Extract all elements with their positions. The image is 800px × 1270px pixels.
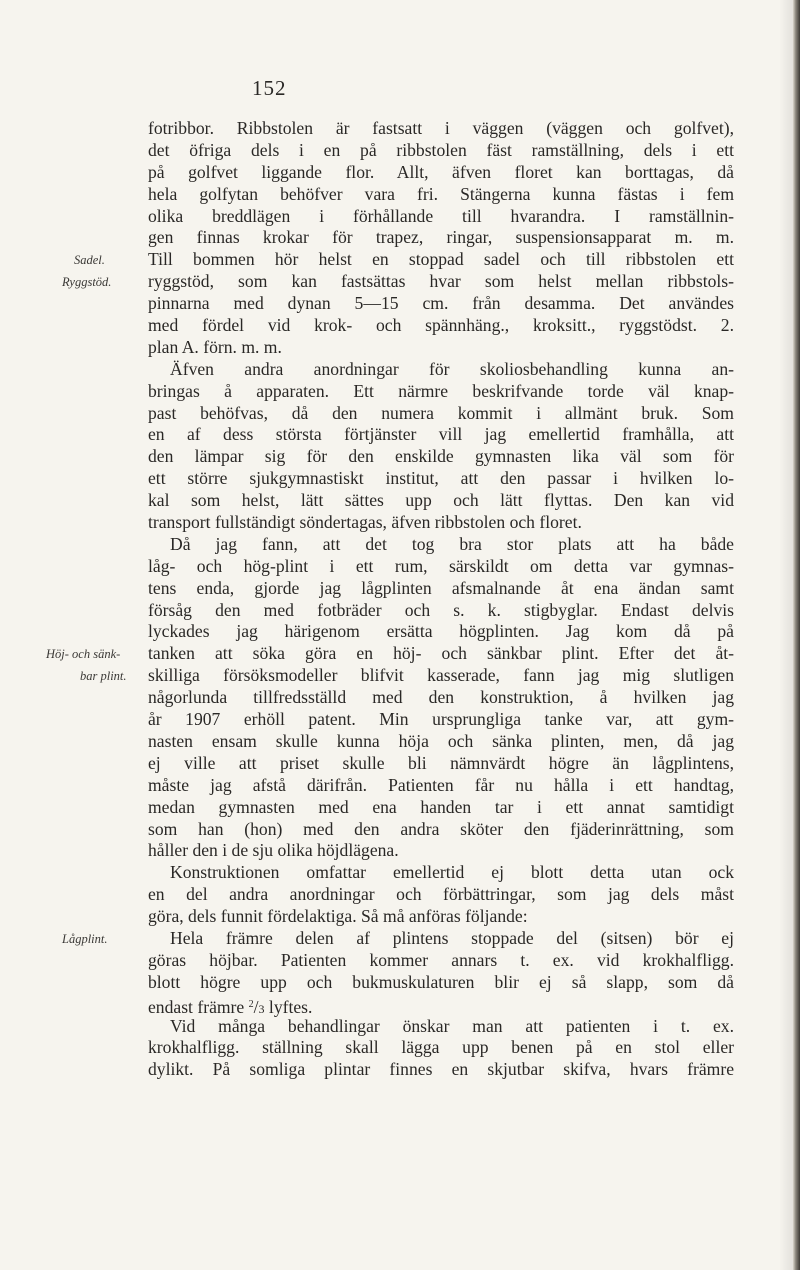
text-line: kal som helst, lätt sättes upp och lätt flyttas. Den kan vid — [148, 490, 734, 511]
text-line: försåg den med fotbräder och s. k. stigbyglar. Endast delvis — [148, 599, 734, 620]
text-line: ett större sjukgymnastiskt institut, att den passar i hvilken lo- — [148, 468, 734, 489]
text-line: dylikt. På somliga plintar finnes en skjutbar skifva, hvars främre — [148, 1059, 734, 1080]
text-line: tanken att söka göra en höj- och sänkbar plint. Efter det åt- — [148, 643, 734, 664]
fraction-numerator: 2 — [248, 998, 254, 1010]
text-line: göra, dels funnit fördelaktiga. Så må anföras följande: — [148, 906, 528, 927]
text-line: transport fullständigt söndertagas, äfven ribbstolen och floret. — [148, 512, 582, 533]
text-line: en del andra anordningar och förbättringar, som jag dels måst — [148, 884, 734, 905]
text-line: med fördel vid krok- och spännhäng., kroksitt., ryggstödst. 2. — [148, 315, 734, 336]
text-line: past behöfvas, då den numera kommit i allmänt bruk. Som — [148, 402, 734, 423]
text-line: olika breddlägen i förhållande till hvarandra. I ramställnin- — [148, 205, 734, 226]
text-line: blott högre upp och bukmuskulaturen blir ej så slapp, som då — [148, 971, 734, 992]
text-line: lyckades jag härigenom ersätta högplinten. Jag kom då på — [148, 621, 734, 642]
text-line: år 1907 erhöll patent. Min ursprungliga tanke var, att gym- — [148, 709, 734, 730]
text-line: Till bommen hör helst en stoppad sadel och till ribbstolen ett — [148, 249, 734, 270]
text-line: tens enda, gjorde jag lågplinten afsmalnande åt ena ändan samt — [148, 577, 734, 598]
page-number: 152 — [252, 76, 287, 100]
text-line: en af dess största förtjänster vill jag emellertid framhålla, att — [148, 424, 734, 445]
fraction-denominator: 3 — [258, 1001, 265, 1016]
text-line: hela golfytan behöfver vara fri. Stängerna kunna fästas i fem — [148, 183, 734, 204]
text-line: pinnarna med dynan 5—15 cm. från desamma. Det användes — [148, 293, 734, 314]
text-line: fotribbor. Ribbstolen är fastsatt i väggen (väggen och golfvet), — [148, 118, 734, 138]
margin-note-ryggstod: Ryggstöd. — [62, 275, 112, 289]
text-line: låg- och hög-plint i ett rum, särskildt om detta var gymnas- — [148, 555, 734, 576]
text-line: medan gymnasten med ena handen tar i ett annat samtidigt — [148, 796, 734, 817]
margin-note-sadel: Sadel. — [74, 253, 105, 267]
text-line-segment: endast främre — [148, 996, 245, 1017]
body-text — [148, 118, 734, 1081]
text-line: nasten ensam skulle kunna höja och sänka plinten, men, då jag — [148, 730, 734, 751]
text-line: någorlunda tillfredsställd med den konstruktion, å hvilken jag — [148, 687, 734, 708]
text-line: på golfvet liggande flor. Allt, äfven floret kan borttagas, då — [148, 161, 734, 182]
text-line: ryggstöd, som kan fastsättas hvar som helst mellan ribbstols- — [148, 271, 734, 292]
text-line-fraction — [148, 994, 734, 1016]
text-line: Vid många behandlingar önskar man att patienten i t. ex. — [170, 1015, 734, 1036]
margin-note-hoj-sank-2: bar plint. — [80, 669, 127, 683]
text-line: Äfven andra anordningar för skoliosbehandling kunna an- — [170, 358, 734, 379]
margin-note-lagplint: Lågplint. — [62, 932, 108, 946]
page-edge-shadow — [779, 0, 793, 1270]
text-line: göras höjbar. Patienten kommer annars t. ex. vid krokhalfligg. — [148, 949, 734, 970]
text-line: håller den i de sju olika höjdlägena. — [148, 840, 399, 861]
text-line: som han (hon) med den andra sköter den fjäderinrättning, som — [148, 818, 734, 839]
text-line: måste jag afstå därifrån. Patienten får nu hålla i ett handtag, — [148, 774, 734, 795]
text-line: Då jag fann, att det tog bra stor plats att ha både — [170, 533, 734, 554]
text-line: den lämpar sig för den enskilde gymnasten lika väl som för — [148, 446, 734, 467]
text-line: plan A. förn. m. m. — [148, 336, 282, 357]
text-line: bringas å apparaten. Ett närmre beskrifvande torde väl knap- — [148, 380, 734, 401]
text-line: gen finnas krokar för trapez, ringar, suspensionsapparat m. m. — [148, 227, 734, 248]
text-line: krokhalfligg. ställning skall lägga upp benen på en stol eller — [148, 1037, 734, 1058]
text-line: Hela främre delen af plintens stoppade del (sitsen) bör ej — [170, 927, 734, 948]
margin-note-hoj-sank-1: Höj- och sänk- — [46, 647, 121, 661]
fraction-slash: / — [253, 996, 259, 1017]
text-line: skilliga försöksmodeller blifvit kasserade, fann jag mig slutligen — [148, 665, 734, 686]
text-line: ej ville att priset skulle bli nämnvärdt högre än lågplintens, — [148, 752, 734, 773]
page-edge-bar — [793, 0, 800, 1270]
text-line: det öfriga dels i en på ribbstolen fäst ramställning, dels i ett — [148, 139, 734, 160]
text-line: Konstruktionen omfattar emellertid ej blott detta utan ock — [170, 862, 734, 883]
fraction-tail: lyftes. — [264, 996, 313, 1017]
